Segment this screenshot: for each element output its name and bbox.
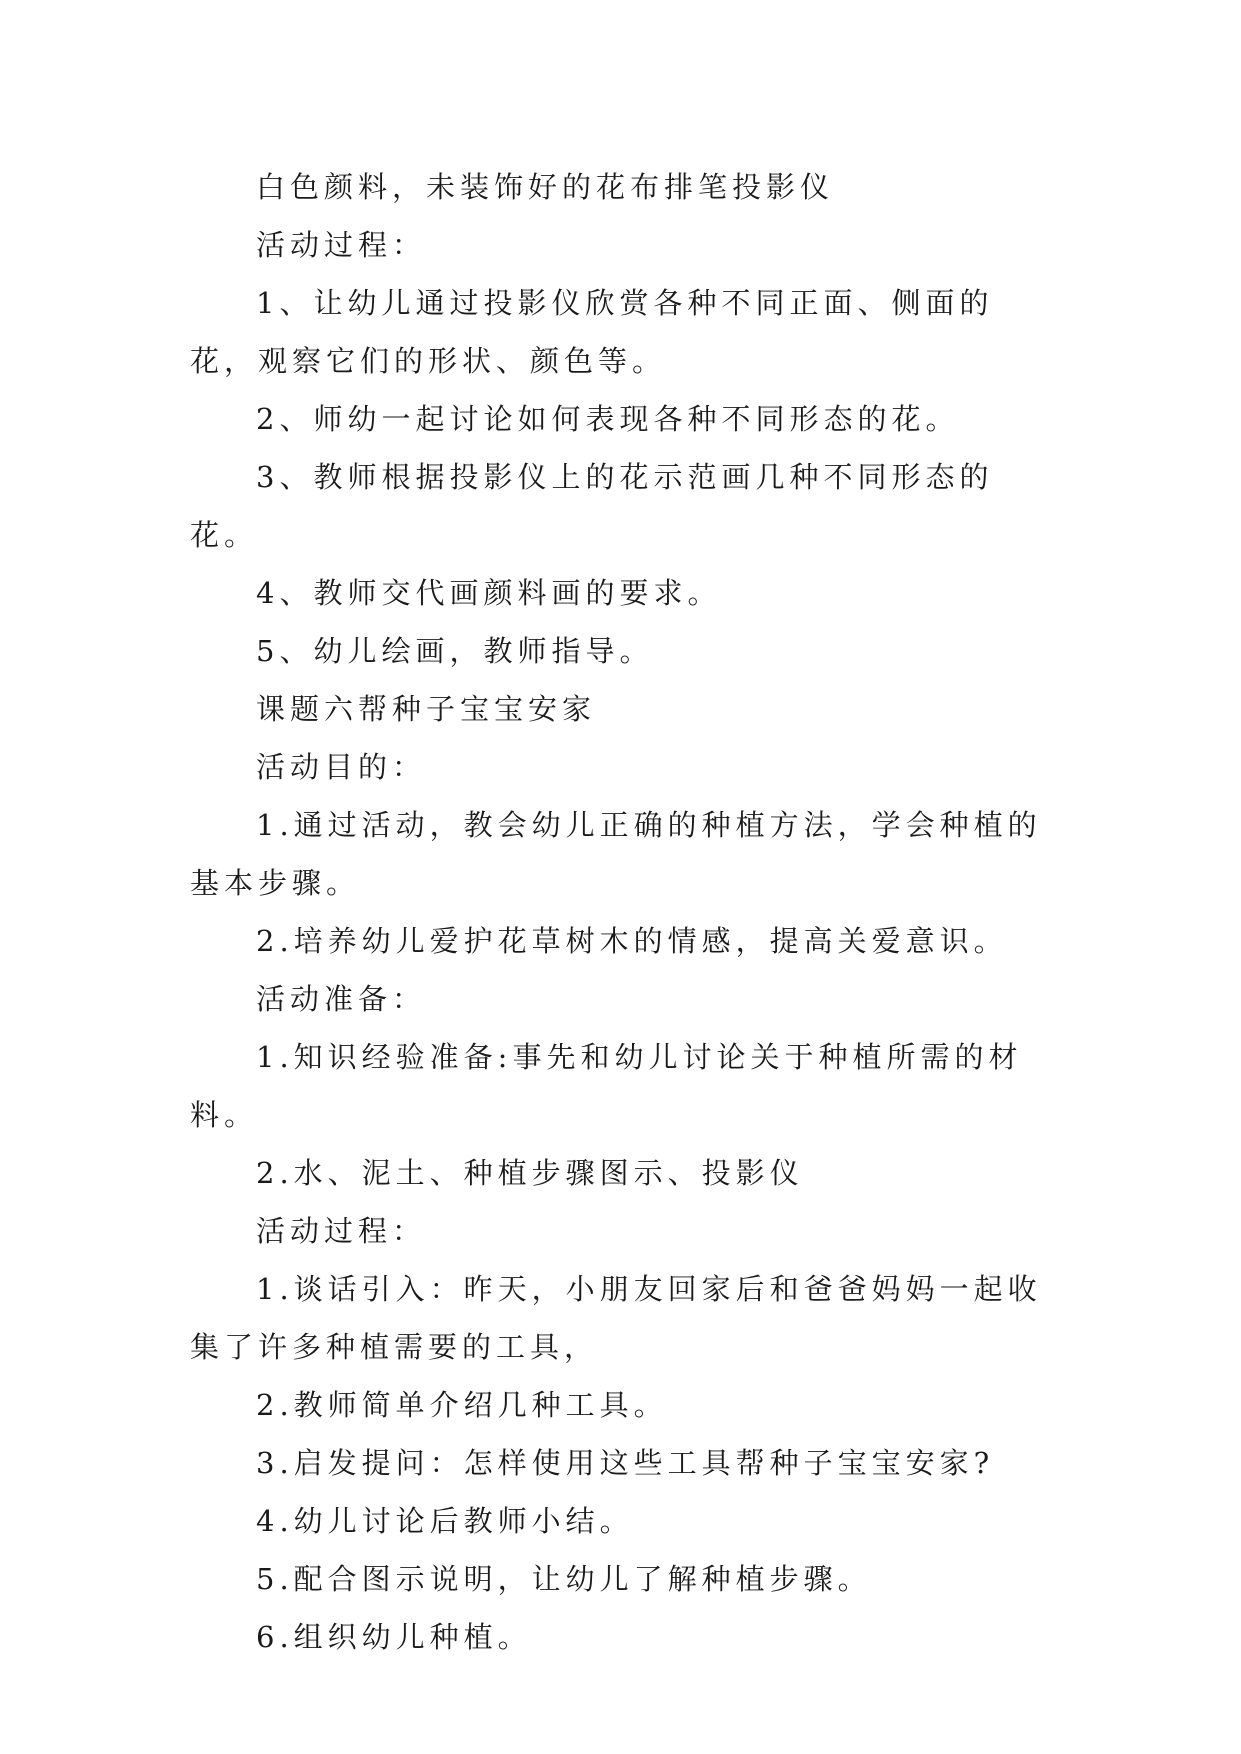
process-step-1: 1.谈话引入：昨天，小朋友回家后和爸爸妈妈一起收集了许多种植需要的工具， [190,1272,1042,1364]
step-3: 3、教师根据投影仪上的花示范画几种不同形态的花。 [190,460,994,552]
goal-2: 2.培养幼儿爱护花草树木的情感，提高关爱意识。 [256,924,1008,958]
preparation-1: 1.知识经验准备:事先和幼儿讨论关于种植所需的材料。 [190,1040,1023,1132]
document-body [190,158,1050,1666]
step-1: 1、让幼儿通过投影仪欣赏各种不同正面、侧面的花，观察它们的形状、颜色等。 [190,286,994,378]
lesson-title: 课题六帮种子宝宝安家 [256,692,597,726]
process-step-3: 3.启发提问：怎样使用这些工具帮种子宝宝安家? [256,1446,995,1480]
process-step-5: 5.配合图示说明，让幼儿了解种植步骤。 [256,1562,872,1596]
goal-1: 1.通过活动，教会幼儿正确的种植方法，学会种植的基本步骤。 [190,808,1042,900]
paragraph-materials-cont: 白色颜料，未装饰好的花布排笔投影仪 [256,170,835,204]
heading-activity-process: 活动过程： [256,228,427,262]
heading-activity-process-2: 活动过程： [256,1214,427,1248]
heading-activity-preparation: 活动准备： [256,982,427,1016]
process-step-2: 2.教师简单介绍几种工具。 [256,1388,668,1422]
heading-activity-goals: 活动目的： [256,750,427,784]
preparation-2: 2.水、泥土、种植步骤图示、投影仪 [256,1156,804,1190]
step-5: 5、幼儿绘画，教师指导。 [256,634,654,668]
step-4: 4、教师交代画颜料画的要求。 [256,576,722,610]
process-step-6: 6.组织幼儿种植。 [256,1620,532,1654]
step-2: 2、师幼一起讨论如何表现各种不同形态的花。 [256,402,960,436]
process-step-4: 4.幼儿讨论后教师小结。 [256,1504,634,1538]
